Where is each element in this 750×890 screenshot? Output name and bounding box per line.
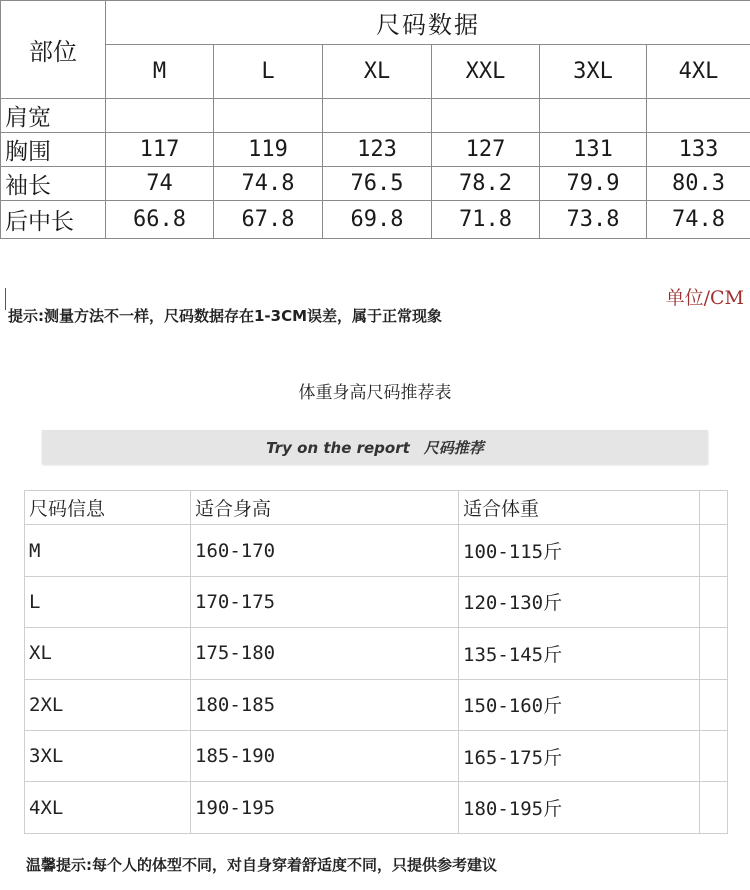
- size-cell: L: [25, 576, 191, 627]
- row-label: 后中长: [1, 201, 106, 239]
- table-row: [25, 576, 728, 627]
- table-row: [25, 782, 728, 834]
- weight-cell: 180-195斤: [459, 782, 700, 834]
- table-cell-empty: [700, 782, 728, 834]
- size-cell: 3XL: [25, 731, 191, 782]
- table-cell: [432, 99, 540, 133]
- table-cell: 80.3: [647, 167, 750, 201]
- size-header-m: M: [106, 45, 214, 99]
- table-cell: 78.2: [432, 167, 540, 201]
- table-cell: 67.8: [214, 201, 323, 239]
- part-header: 部位: [1, 1, 106, 99]
- table-cell-empty: [700, 679, 728, 730]
- column-header-weight: 适合体重: [459, 491, 700, 525]
- size-recommendation-table: [24, 490, 728, 834]
- table-row: [25, 679, 728, 730]
- table-cell-empty: [700, 628, 728, 679]
- table-cell-empty: [700, 576, 728, 627]
- table-cell: 74: [106, 167, 214, 201]
- row-label: 肩宽: [1, 99, 106, 133]
- table-row: [25, 525, 728, 576]
- row-label: 袖长: [1, 167, 106, 201]
- table-row-shoulder: [1, 99, 750, 133]
- table-cell-empty: [700, 731, 728, 782]
- height-cell: 190-195: [191, 782, 459, 834]
- weight-cell: 100-115斤: [459, 525, 700, 576]
- table-header-row: [25, 491, 728, 525]
- unit-label: 单位/CM: [665, 287, 744, 309]
- table-cell: 119: [214, 133, 323, 167]
- column-header-height: 适合身高: [191, 491, 459, 525]
- table-cell: 127: [432, 133, 540, 167]
- height-cell: 170-175: [191, 576, 459, 627]
- banner-english: Try on the report: [266, 438, 410, 457]
- size-header-xxl: XXL: [432, 45, 540, 99]
- table-cell: [647, 99, 750, 133]
- size-cell: M: [25, 525, 191, 576]
- table-cell: 133: [647, 133, 750, 167]
- weight-cell: 135-145斤: [459, 628, 700, 679]
- table-cell-empty: [700, 525, 728, 576]
- column-header-size: 尺码信息: [25, 491, 191, 525]
- size-header-l: L: [214, 45, 323, 99]
- height-cell: 185-190: [191, 731, 459, 782]
- row-label: 胸围: [1, 133, 106, 167]
- banner-chinese: 尺码推荐: [423, 438, 484, 457]
- height-cell: 160-170: [191, 525, 459, 576]
- table-cell: 71.8: [432, 201, 540, 239]
- footer-tip: 温馨提示:每个人的体型不同，对自身穿着舒适度不同，只提供参考建议: [26, 856, 498, 874]
- table-cell: 123: [323, 133, 432, 167]
- table-cell: [540, 99, 647, 133]
- size-header-xl: XL: [323, 45, 432, 99]
- height-cell: 175-180: [191, 628, 459, 679]
- height-cell: 180-185: [191, 679, 459, 730]
- measurement-hint: 提示:测量方法不一样，尺码数据存在1-3CM误差，属于正常现象: [8, 307, 443, 325]
- table-row-back-length: [1, 201, 750, 239]
- table-row-chest: [1, 133, 750, 167]
- table-cell: 74.8: [214, 167, 323, 201]
- weight-cell: 165-175斤: [459, 731, 700, 782]
- table-cell: 69.8: [323, 201, 432, 239]
- size-cell: 4XL: [25, 782, 191, 834]
- table-row: [25, 731, 728, 782]
- table-cell: 73.8: [540, 201, 647, 239]
- weight-cell: 150-160斤: [459, 679, 700, 730]
- table-cell-empty: [700, 491, 728, 525]
- table-cell: 76.5: [323, 167, 432, 201]
- report-banner: [42, 430, 708, 464]
- weight-cell: 120-130斤: [459, 576, 700, 627]
- size-header-4xl: 4XL: [647, 45, 750, 99]
- size-cell: XL: [25, 628, 191, 679]
- table-cell: 74.8: [647, 201, 750, 239]
- table-row: [25, 628, 728, 679]
- banner-text: [266, 437, 484, 458]
- table-cell: 66.8: [106, 201, 214, 239]
- size-header-3xl: 3XL: [540, 45, 647, 99]
- table-cell: [214, 99, 323, 133]
- size-cell: 2XL: [25, 679, 191, 730]
- table-cell: 117: [106, 133, 214, 167]
- table-cell: [106, 99, 214, 133]
- table-cell: 131: [540, 133, 647, 167]
- recommend-title: 体重身高尺码推荐表: [298, 383, 452, 403]
- divider: [5, 288, 6, 310]
- table-cell: 79.9: [540, 167, 647, 201]
- size-data-header: 尺码数据: [106, 1, 750, 45]
- size-measurement-table: [0, 0, 750, 239]
- table-cell: [323, 99, 432, 133]
- table-row-sleeve: [1, 167, 750, 201]
